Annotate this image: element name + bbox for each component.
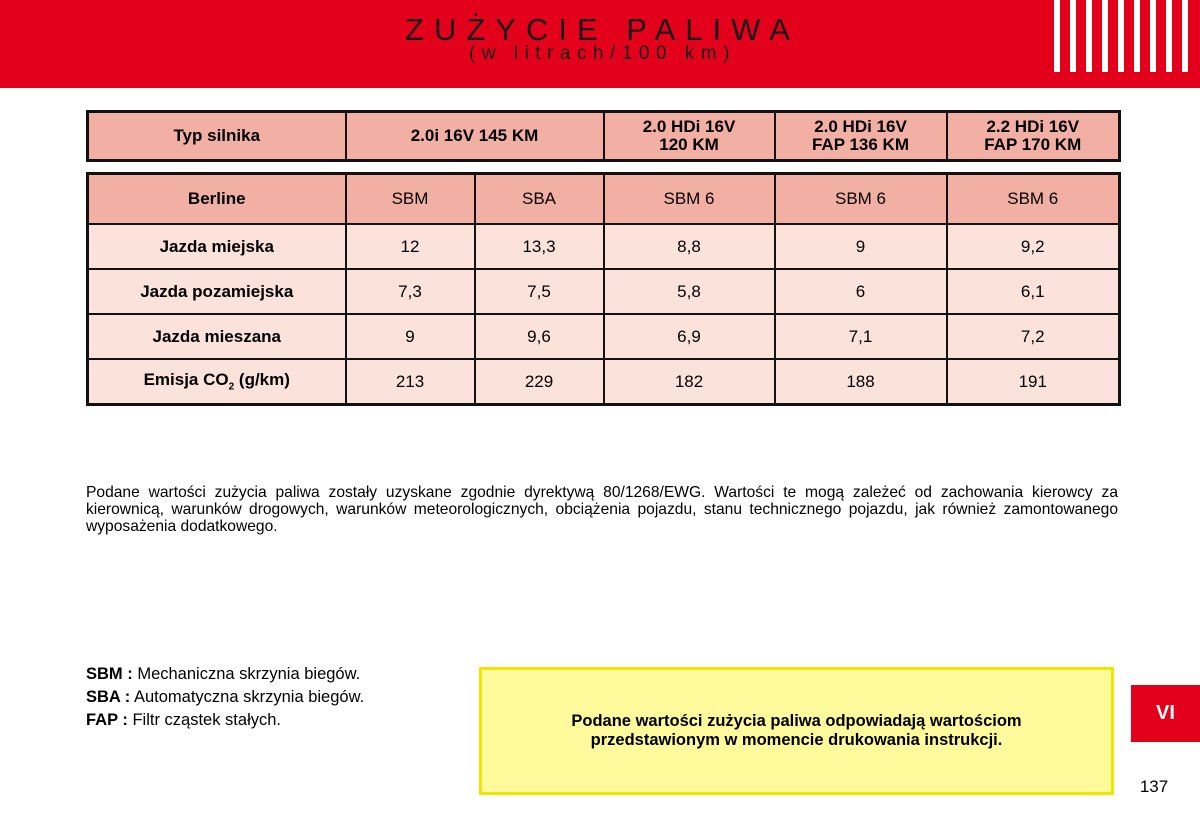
page-subtitle: (w litrach/100 km) <box>469 43 736 64</box>
engine-name: 2.0 HDi 16V <box>642 117 736 136</box>
engine-cell <box>947 112 1120 161</box>
header-stripe <box>1166 0 1172 72</box>
notice-line: przedstawionym w momencie drukowania instrukcji. <box>590 731 1003 749</box>
table-cell: 12 <box>346 224 475 269</box>
table-cell: 5,8 <box>604 269 775 314</box>
engine-power: 120 KM <box>659 135 719 154</box>
table-cell: 8,8 <box>604 224 775 269</box>
table-cell: 213 <box>346 359 475 405</box>
engine-name: 2.0 HDi 16V <box>814 117 907 136</box>
table-row <box>88 269 1120 314</box>
emission-label-unit: (g/km) <box>234 370 290 390</box>
engine-power: FAP 170 KM <box>984 135 1082 154</box>
table-cell: 9 <box>775 224 947 269</box>
legend-item <box>86 665 360 684</box>
table-cell: 7,1 <box>775 314 947 359</box>
fuel-consumption-table <box>86 172 1121 406</box>
header-stripe <box>1150 0 1156 72</box>
legend-abbr: FAP : <box>86 711 128 729</box>
table-row <box>88 314 1120 359</box>
info-paragraph: Podane wartości zużycia paliwa zostały uzyskane zgodnie dyrektywą 80/1268/EWG. Wartości te mogą zależeć od zachowania kierowcy za kierownicą, warunków drogowych, warunków meteorologicznych, obciążenia pojazdu, stanu technicznego pojazdu, jak również zamontowanego wyposażenia dodatkowego. <box>86 484 1118 535</box>
legend-text: Mechaniczna skrzynia biegów. <box>132 665 361 683</box>
engine-name: 2.2 HDi 16V <box>986 117 1080 136</box>
header-stripe <box>1070 0 1076 72</box>
header-stripe <box>1118 0 1124 72</box>
gearbox-header: SBM 6 <box>775 174 947 225</box>
table-cell: 188 <box>775 359 947 405</box>
header-stripe <box>1086 0 1092 72</box>
gearbox-header: SBA <box>475 174 604 225</box>
emission-label-subscript: 2 <box>228 381 235 393</box>
legend-item <box>86 711 281 730</box>
table-cell: 7,2 <box>947 314 1120 359</box>
engine-cell <box>775 112 947 161</box>
header-stripe <box>1182 0 1188 72</box>
engine-name: 2.0i 16V 145 KM <box>410 126 539 145</box>
engine-type-table <box>86 110 1121 162</box>
chapter-tab: VI <box>1131 685 1200 742</box>
table-cell: 229 <box>475 359 604 405</box>
body-type-label: Berline <box>88 174 346 225</box>
table-cell: 9 <box>346 314 475 359</box>
row-label: Jazda pozamiejska <box>88 269 346 314</box>
row-label: Jazda miejska <box>88 224 346 269</box>
page-title: ZUŻYCIE PALIWA <box>405 12 800 47</box>
header-stripe <box>1134 0 1140 72</box>
engine-power: FAP 136 KM <box>811 135 909 154</box>
emission-label-text: Emisja CO <box>143 370 229 390</box>
gearbox-header: SBM <box>346 174 475 225</box>
table-row <box>88 359 1120 405</box>
table-cell: 182 <box>604 359 775 405</box>
engine-cell <box>604 112 775 161</box>
engine-type-label: Typ silnika <box>88 112 346 161</box>
engine-cell <box>346 112 604 161</box>
table-cell: 13,3 <box>475 224 604 269</box>
table-cell: 6,9 <box>604 314 775 359</box>
table-row <box>88 224 1120 269</box>
table-cell: 9,6 <box>475 314 604 359</box>
table-header-row <box>88 174 1120 225</box>
gearbox-header: SBM 6 <box>604 174 775 225</box>
table-cell: 9,2 <box>947 224 1120 269</box>
legend-text: Filtr cząstek stałych. <box>127 711 281 729</box>
engine-type-row <box>88 112 1120 161</box>
table-cell: 7,5 <box>475 269 604 314</box>
notice-line: Podane wartości zużycia paliwa odpowiadają wartościom <box>571 712 1022 730</box>
table-cell: 7,3 <box>346 269 475 314</box>
page-number: 137 <box>1139 777 1169 796</box>
notice-box <box>479 667 1114 795</box>
row-label <box>88 359 346 405</box>
legend-item <box>86 688 364 707</box>
page-header <box>0 0 1200 88</box>
legend-text: Automatyczna skrzynia biegów. <box>130 688 365 706</box>
header-stripe <box>1054 0 1060 72</box>
table-cell: 6 <box>775 269 947 314</box>
legend-abbr: SBM : <box>86 665 133 683</box>
table-cell: 191 <box>947 359 1120 405</box>
header-stripe <box>1102 0 1108 72</box>
gearbox-header: SBM 6 <box>947 174 1120 225</box>
table-cell: 6,1 <box>947 269 1120 314</box>
row-label: Jazda mieszana <box>88 314 346 359</box>
legend-abbr: SBA : <box>86 688 131 706</box>
